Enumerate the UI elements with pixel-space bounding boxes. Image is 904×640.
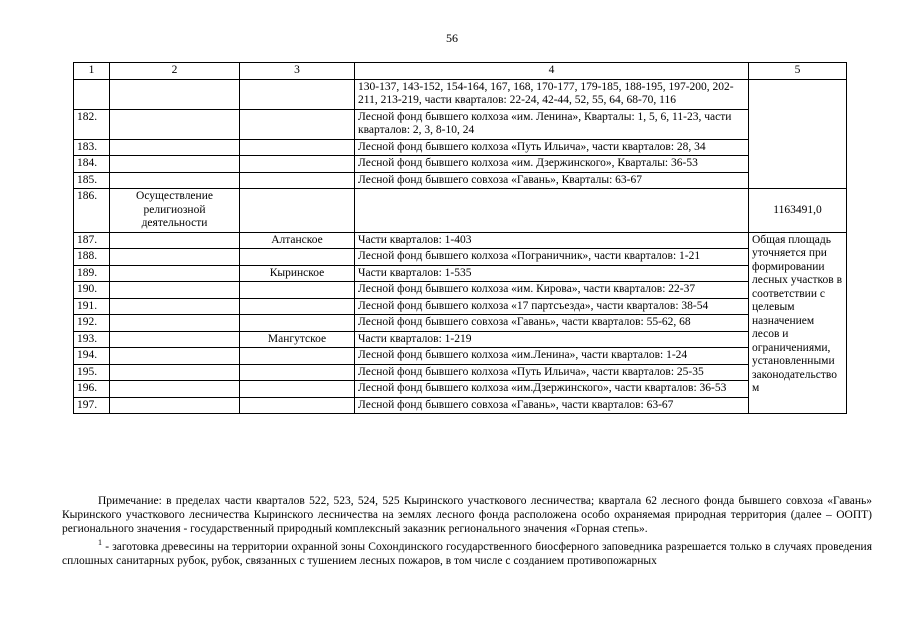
quarters-cell: Лесной фонд бывшего колхоза «им. Ленина», Кварталы: 1, 5, 6, 11-23, части кварталов: 2, 3, 8-10, 24 (355, 109, 749, 139)
row-number: 189. (74, 265, 110, 282)
row-number: 188. (74, 249, 110, 266)
purpose-cell (110, 109, 240, 139)
header-cell-3: 3 (240, 63, 355, 80)
header-cell-4: 4 (355, 63, 749, 80)
purpose-cell (110, 397, 240, 414)
quarters-cell: Лесной фонд бывшего колхоза «Путь Ильича», части кварталов: 25-35 (355, 364, 749, 381)
row-number: 196. (74, 381, 110, 398)
row-number: 182. (74, 109, 110, 139)
row-number: 195. (74, 364, 110, 381)
row-number: 187. (74, 232, 110, 249)
purpose-cell (110, 232, 240, 249)
forestry-cell (240, 348, 355, 365)
table-row (74, 315, 847, 332)
forestry-cell (240, 282, 355, 299)
quarters-cell: Части кварталов: 1-219 (355, 331, 749, 348)
table-row (74, 381, 847, 398)
footnote-mark: 1 (98, 538, 102, 547)
row-number: 186. (74, 189, 110, 233)
quarters-cell: Лесной фонд бывшего колхоза «17 партсъезда», части кварталов: 38-54 (355, 298, 749, 315)
table-row (74, 79, 847, 109)
forestry-cell (240, 109, 355, 139)
row-number: 197. (74, 397, 110, 414)
table-row (74, 298, 847, 315)
table-row (74, 265, 847, 282)
table-row (74, 189, 847, 233)
forestry-cell (240, 189, 355, 233)
purpose-cell (110, 331, 240, 348)
purpose-cell (110, 364, 240, 381)
quarters-cell: Части кварталов: 1-535 (355, 265, 749, 282)
quarters-cell: 130-137, 143-152, 154-164, 167, 168, 170-177, 179-185, 188-195, 197-200, 202-211, 213-219, части кварталов: 22-24, 42-44, 52, 55, 64, 68-70, 116 (355, 79, 749, 109)
header-cell-1: 1 (74, 63, 110, 80)
header-cell-2: 2 (110, 63, 240, 80)
forestry-cell (240, 139, 355, 156)
quarters-cell: Лесной фонд бывшего совхоза «Гавань», части кварталов: 63-67 (355, 397, 749, 414)
purpose-cell (110, 265, 240, 282)
purpose-cell (110, 156, 240, 173)
quarters-cell: Лесной фонд бывшего совхоза «Гавань», Кварталы: 63-67 (355, 172, 749, 189)
forestry-cell (240, 315, 355, 332)
table-row (74, 139, 847, 156)
forestry-cell: Кыринское (240, 265, 355, 282)
forestry-cell: Алтанское (240, 232, 355, 249)
row-number: 185. (74, 172, 110, 189)
row-number: 191. (74, 298, 110, 315)
quarters-cell: Лесной фонд бывшего колхоза «им.Дзержинского», части кварталов: 36-53 (355, 381, 749, 398)
purpose-cell (110, 315, 240, 332)
forestry-cell (240, 298, 355, 315)
purpose-cell (110, 172, 240, 189)
table-header-row (74, 63, 847, 80)
forest-table (73, 62, 847, 414)
quarters-cell: Лесной фонд бывшего колхоза «им.Ленина», части кварталов: 1-24 (355, 348, 749, 365)
forestry-cell (240, 156, 355, 173)
row-number: 183. (74, 139, 110, 156)
table-row (74, 364, 847, 381)
quarters-cell: Лесной фонд бывшего совхоза «Гавань», части кварталов: 55-62, 68 (355, 315, 749, 332)
purpose-cell: Осуществление религиозной деятельности (110, 189, 240, 233)
table-row (74, 232, 847, 249)
forestry-cell (240, 172, 355, 189)
forestry-cell (240, 397, 355, 414)
quarters-cell: Лесной фонд бывшего колхоза «Пограничник», части кварталов: 1-21 (355, 249, 749, 266)
forestry-cell (240, 381, 355, 398)
table-row (74, 348, 847, 365)
row-number: 184. (74, 156, 110, 173)
table-row (74, 282, 847, 299)
table-row (74, 249, 847, 266)
quarters-cell: Части кварталов: 1-403 (355, 232, 749, 249)
purpose-cell (110, 79, 240, 109)
area-cell (749, 79, 847, 189)
forestry-cell (240, 79, 355, 109)
purpose-cell (110, 381, 240, 398)
table-row (74, 397, 847, 414)
table-row (74, 156, 847, 173)
row-number: 190. (74, 282, 110, 299)
footnote (62, 536, 872, 568)
purpose-cell (110, 139, 240, 156)
forestry-cell (240, 249, 355, 266)
purpose-cell (110, 348, 240, 365)
row-number: 193. (74, 331, 110, 348)
area-note-cell: Общая площадь уточняется при формировании лесных участков в соответствии с целевым назначением лесов и ограничениями, установленными законодательство м (749, 232, 847, 414)
row-number (74, 79, 110, 109)
purpose-cell (110, 298, 240, 315)
quarters-cell: Лесной фонд бывшего колхоза «им. Дзержинского», Кварталы: 36-53 (355, 156, 749, 173)
page-number: 56 (446, 31, 458, 45)
footnote-text: - заготовка древесины на территории охранной зоны Сохондинского государственного биосферного заповедника разрешается только в случаях проведения сплошных санитарных рубок, рубок, связанных с тушением лесных пожаров, в том числе с созданием противопожарных (62, 540, 872, 567)
forestry-cell: Мангутское (240, 331, 355, 348)
forestry-cell (240, 364, 355, 381)
purpose-cell (110, 249, 240, 266)
table-row (74, 109, 847, 139)
note-block (62, 494, 872, 568)
purpose-cell (110, 282, 240, 299)
area-cell: 1163491,0 (749, 189, 847, 233)
row-number: 194. (74, 348, 110, 365)
note-text: Примечание: в пределах части кварталов 522, 523, 524, 525 Кыринского участкового лесничества; квартала 62 лесного фонда бывшего совхоза «Гавань» Кыринского участкового лесничества Кыринского лесничества на землях лесного фонда расположена особо охраняемая природная территория (далее – ООПТ) регионального значения - государственный природный комплексный заказник регионального значения «Горная степь». (62, 495, 872, 535)
quarters-cell: Лесной фонд бывшего колхоза «Путь Ильича», части кварталов: 28, 34 (355, 139, 749, 156)
quarters-cell (355, 189, 749, 233)
quarters-cell: Лесной фонд бывшего колхоза «им. Кирова», части кварталов: 22-37 (355, 282, 749, 299)
table-row (74, 172, 847, 189)
header-cell-5: 5 (749, 63, 847, 80)
table-row (74, 331, 847, 348)
row-number: 192. (74, 315, 110, 332)
